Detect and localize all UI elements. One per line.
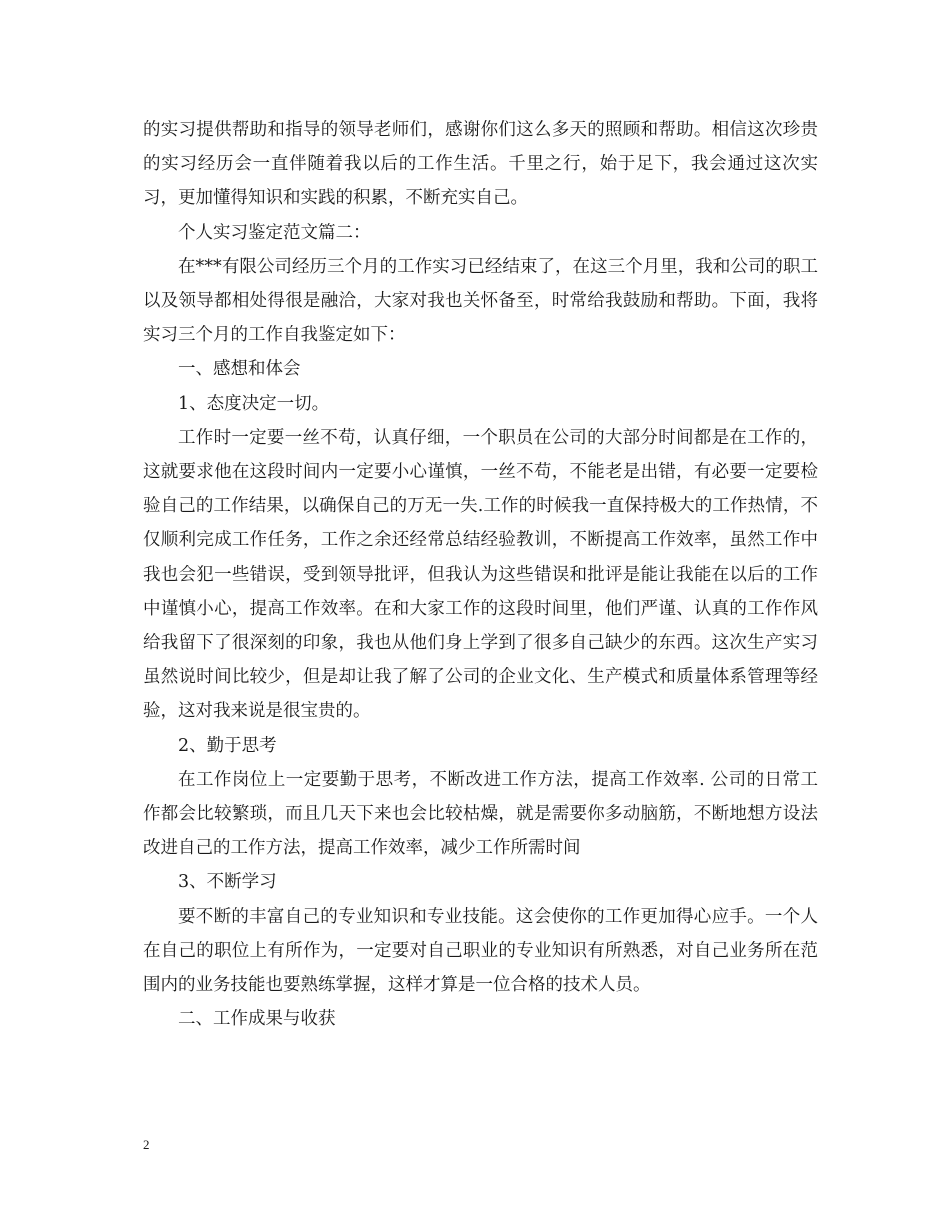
paragraph-attitude: 工作时一定要一丝不苟，认真仔细，一个职员在公司的大部分时间都是在工作的，这就要求他在这段时间内一定要小心谨慎，一丝不苟，不能老是出错，有必要一定要检验自己的工作结果，以确保自己的万无一失.工作的时候我一直保持极大的工作热情，不仅顺利完成工作任务，工作之余还经常总结经验教训，不断提高工作效率，虽然工作中我也会犯一些错误，受到领导批评，但我认为这些错误和批评是能让我能在以后的工作中谨慎小心，提高工作效率。在和大家工作的这段时间里，他们严谨、认真的工作作风给我留下了很深刻的印象，我也从他们身上学到了很多自己缺少的东西。这次生产实习虽然说时间比较少，但是却让我了解了公司的企业文化、生产模式和质量体系管理等经验，这对我来说是很宝贵的。 [143,427,818,722]
paragraph-intro: 在***有限公司经历三个月的工作实习已经结束了，在这三个月里，我和公司的职工以及领导都相处得很是融洽，大家对我也关怀备至，时常给我鼓励和帮助。下面，我将实习三个月的工作自我鉴定如下： [143,256,818,346]
heading-feelings: 一、感想和体会 [178,359,301,380]
section-title-sample-two: 个人实习鉴定范文篇二： [178,222,371,243]
subheading-learning: 3、不断学习 [178,872,277,893]
paragraph-thinking: 在工作岗位上一定要勤于思考，不断改进工作方法，提高工作效率. 公司的日常工作都会比较繁琐，而且几天下来也会比较枯燥，就是需要你多动脑筋，不断地想方设法改进自己的工作方法，提高工作效率，减少工作所需时间 [143,769,818,859]
subheading-attitude: 1、态度决定一切。 [178,393,330,414]
paragraph-continuation: 的实习提供帮助和指导的领导老师们，感谢你们这么多天的照顾和帮助。相信这次珍贵的实习经历会一直伴随着我以后的工作生活。千里之行，始于足下，我会通过这次实习，更加懂得知识和实践的积累，不断充实自己。 [143,120,818,209]
paragraph-learning: 要不断的丰富自己的专业知识和专业技能。这会使你的工作更加得心应手。一个人在自己的职位上有所作为，一定要对自己职业的专业知识有所熟悉，对自己业务所在范围内的业务技能也要熟练掌握，这样才算是一位合格的技术人员。 [143,906,818,996]
page-number: 2 [143,1137,150,1152]
heading-results: 二、工作成果与收获 [178,1009,336,1030]
document-body [143,113,818,1036]
subheading-thinking: 2、勤于思考 [178,735,277,756]
